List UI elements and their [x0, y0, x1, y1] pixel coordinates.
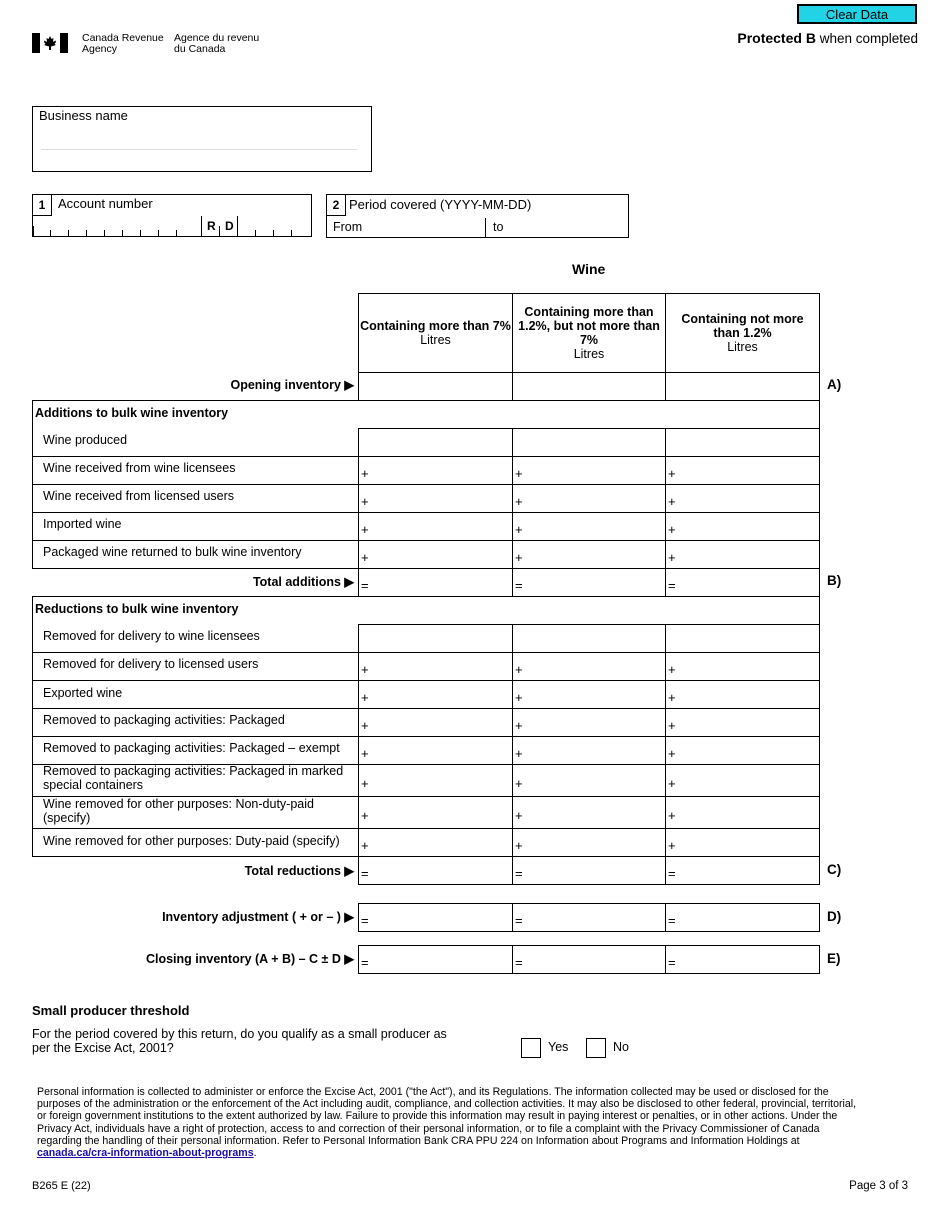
reductions-row-label: Removed for delivery to wine licensees [43, 629, 260, 643]
opening-inventory-col3[interactable] [665, 372, 820, 401]
inventory-adjustment-col2[interactable]: = [512, 903, 666, 932]
additions-row-cell[interactable]: + [665, 512, 820, 541]
table-title: Wine [572, 261, 606, 277]
reductions-row-cell[interactable]: + [358, 680, 513, 709]
account-field-number: 1 [33, 195, 52, 216]
reductions-row-cell[interactable]: + [665, 708, 820, 737]
reductions-row-cell[interactable] [358, 624, 513, 653]
column-header-over-7: Containing more than 7% Litres [358, 293, 513, 373]
closing-inventory-col2[interactable]: = [512, 945, 666, 974]
total-reductions-col1[interactable]: = [358, 856, 513, 885]
total-reductions-label: Total reductions ▶ [244, 864, 354, 878]
closing-inventory-col1[interactable]: = [358, 945, 513, 974]
additions-row-cell[interactable]: + [512, 456, 666, 485]
reductions-row-cell[interactable]: + [512, 828, 666, 857]
reductions-section-heading: Reductions to bulk wine inventory [32, 596, 820, 625]
column-header-1-2-to-7: Containing more than 1.2%, but not more than 7% Litres [512, 293, 666, 373]
reductions-row-cell[interactable]: + [665, 736, 820, 765]
additions-row-label: Wine produced [43, 433, 128, 447]
page-number: Page 3 of 3 [849, 1180, 908, 1192]
additions-row-cell[interactable] [665, 428, 820, 457]
privacy-statement: Personal information is collected to administer or enforce the Excise Act, 2001 ("the Act"), and its Regulations. The information collected may be used or disclosed for the purposes of the administration or the enforcement of the Act including audit, compliance, and collection activities. It may also be disclosed to other federal, provincial, territorial, or foreign government institutions to the extent authorized by law. Failure to provide this information may result in paying interest or penalties, or in other actions. Under the Privacy Act, individuals have a right of protection, access to and correction of their personal information, or to file a complaint with the Privacy Commissioner of Canada regarding the handling of their personal information. Refer to Personal Information Bank CRA PPU 224 on Information about Programs and Information Holdings at canada.ca/cra-information-about-programs. [37, 1086, 857, 1160]
inventory-adjustment-label: Inventory adjustment ( + or – ) ▶ [162, 910, 354, 924]
account-number-digit-boxes[interactable] [33, 226, 311, 237]
cra-programs-link[interactable]: canada.ca/cra-information-about-programs [37, 1147, 254, 1160]
total-additions-col1[interactable]: = [358, 568, 513, 597]
additions-row-label: Imported wine [43, 517, 122, 531]
account-r: R [207, 219, 216, 233]
yes-checkbox[interactable] [521, 1038, 541, 1058]
reductions-row-cell[interactable]: + [512, 796, 666, 829]
reductions-row-cell[interactable]: + [358, 764, 513, 797]
reductions-row-cell[interactable]: + [512, 680, 666, 709]
reductions-row-cell[interactable]: + [665, 652, 820, 681]
additions-row-cell[interactable] [358, 428, 513, 457]
period-to-label: to [493, 220, 504, 234]
reductions-row-label: Exported wine [43, 686, 123, 700]
reductions-row-cell[interactable] [665, 624, 820, 653]
reductions-row-label: Removed to packaging activities: Packaged [43, 713, 285, 727]
reductions-row-cell[interactable]: + [512, 736, 666, 765]
reductions-row-cell[interactable]: + [512, 652, 666, 681]
additions-row-cell[interactable] [512, 428, 666, 457]
additions-row-cell[interactable]: + [512, 540, 666, 569]
additions-row-cell[interactable]: + [358, 540, 513, 569]
inventory-adjustment-col1[interactable]: = [358, 903, 513, 932]
total-additions-col3[interactable]: = [665, 568, 820, 597]
total-additions-col2[interactable]: = [512, 568, 666, 597]
additions-row-cell[interactable]: + [665, 540, 820, 569]
additions-section-heading: Additions to bulk wine inventory [32, 400, 820, 429]
period-from-label: From [333, 220, 363, 234]
canada-flag-icon [32, 33, 68, 53]
additions-row-cell[interactable]: + [358, 512, 513, 541]
reductions-row-label: Wine removed for other purposes: Duty-paid (specify) [43, 834, 340, 848]
opening-inventory-col1[interactable] [358, 372, 513, 401]
additions-row-cell[interactable]: + [665, 456, 820, 485]
reductions-row-cell[interactable]: + [665, 828, 820, 857]
total-additions-label: Total additions ▶ [252, 575, 354, 589]
additions-row-label: Wine received from licensed users [43, 489, 235, 503]
business-name-field[interactable] [32, 106, 372, 172]
line-letter-d: D) [827, 909, 842, 924]
closing-inventory-col3[interactable]: = [665, 945, 820, 974]
total-reductions-col3[interactable]: = [665, 856, 820, 885]
reductions-row-cell[interactable] [512, 624, 666, 653]
no-label: No [613, 1040, 629, 1054]
line-letter-e: E) [827, 951, 841, 966]
reductions-row-cell[interactable]: + [665, 796, 820, 829]
total-reductions-col2[interactable]: = [512, 856, 666, 885]
small-producer-heading: Small producer threshold [32, 1003, 190, 1018]
reductions-row-cell[interactable]: + [512, 708, 666, 737]
reductions-row-label: Removed for delivery to licensed users [43, 657, 259, 671]
additions-row-cell[interactable]: + [358, 484, 513, 513]
additions-row-cell[interactable]: + [512, 512, 666, 541]
reductions-row-label: Removed to packaging activities: Packaged in marked special containers [43, 764, 344, 792]
small-producer-question: For the period covered by this return, do you qualify as a small producer as per the Excise Act, 2001? [32, 1027, 447, 1055]
closing-inventory-label: Closing inventory (A + B) – C ± D ▶ [145, 952, 354, 966]
additions-row-cell[interactable]: + [512, 484, 666, 513]
account-number-label: Account number [58, 196, 153, 211]
yes-label: Yes [548, 1040, 569, 1054]
agency-name-en: Canada Revenue Agency [82, 32, 164, 55]
reductions-row-label: Wine removed for other purposes: Non-duty-paid (specify) [43, 797, 314, 825]
account-d: D [225, 219, 234, 233]
account-number-field[interactable] [32, 194, 312, 237]
line-letter-a: A) [827, 377, 842, 392]
reductions-row-cell[interactable]: + [358, 796, 513, 829]
business-name-input-line[interactable] [41, 149, 357, 150]
reductions-row-cell[interactable]: + [665, 764, 820, 797]
reductions-row-cell[interactable]: + [358, 708, 513, 737]
line-letter-c: C) [827, 862, 842, 877]
inventory-adjustment-col3[interactable]: = [665, 903, 820, 932]
no-checkbox[interactable] [586, 1038, 606, 1058]
reductions-row-cell[interactable]: + [358, 652, 513, 681]
additions-row-cell[interactable]: + [665, 484, 820, 513]
additions-row-label: Packaged wine returned to bulk wine inventory [43, 545, 302, 559]
reductions-row-cell[interactable]: + [665, 680, 820, 709]
agency-name-fr: Agence du revenu du Canada [174, 32, 260, 55]
protected-b-label: Protected B when completed [737, 30, 918, 46]
opening-inventory-col2[interactable] [512, 372, 666, 401]
clear-data-button[interactable]: Clear Data [797, 4, 917, 24]
period-covered-field[interactable] [326, 194, 629, 238]
reductions-row-cell[interactable]: + [358, 828, 513, 857]
period-field-number: 2 [327, 195, 346, 216]
period-covered-label: Period covered (YYYY-MM-DD) [349, 197, 532, 212]
reductions-row-label: Removed to packaging activities: Packaged – exempt [43, 741, 340, 755]
form-number: B265 E (22) [32, 1180, 91, 1192]
additions-row-label: Wine received from wine licensees [43, 461, 236, 475]
reductions-row-cell[interactable]: + [512, 764, 666, 797]
opening-inventory-label: Opening inventory ▶ [230, 378, 354, 392]
line-letter-b: B) [827, 573, 842, 588]
business-name-label: Business name [39, 108, 128, 123]
column-header-under-1-2: Containing not more than 1.2% Litres [665, 293, 820, 373]
additions-row-cell[interactable]: + [358, 456, 513, 485]
reductions-row-cell[interactable]: + [358, 736, 513, 765]
